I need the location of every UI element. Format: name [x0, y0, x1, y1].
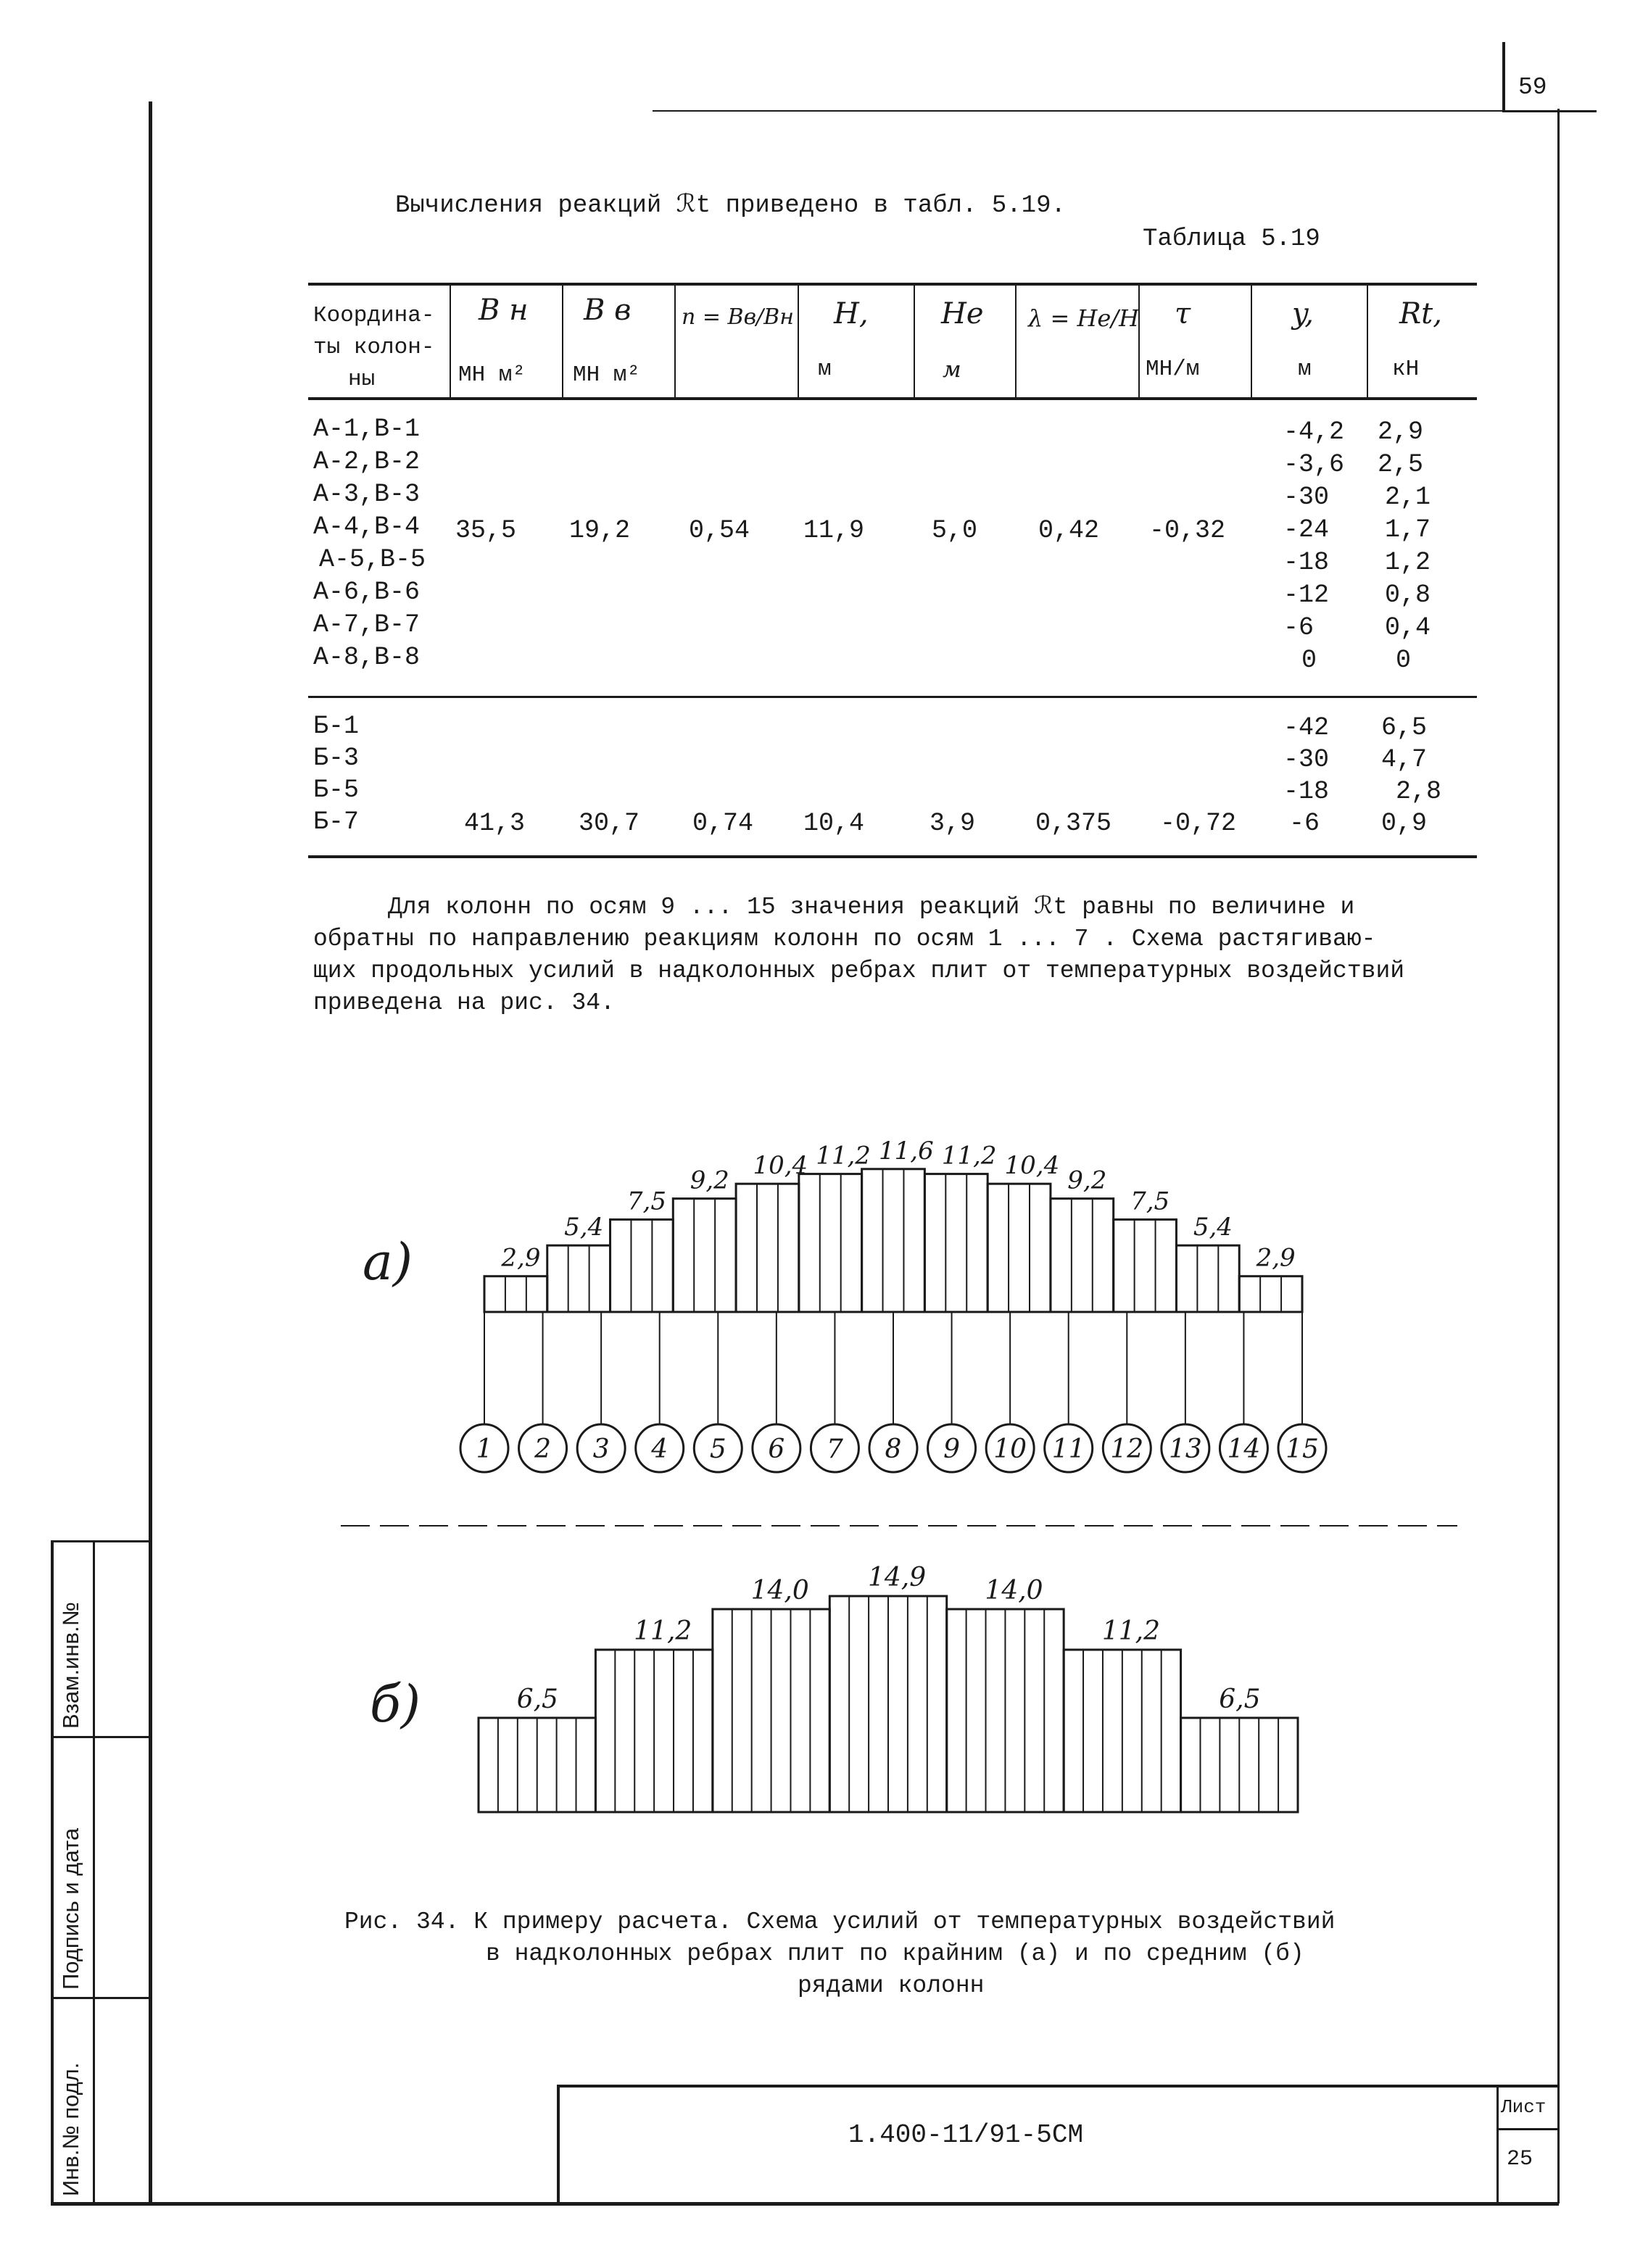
diagram-a-step — [610, 1220, 674, 1313]
header-bn: B н — [479, 294, 529, 327]
table-row-y: -18 — [1283, 777, 1330, 806]
axis-label: 2 — [534, 1434, 552, 1464]
axis-label: 1 — [476, 1434, 493, 1464]
table-row-coord: А-3,В-3 — [313, 480, 421, 509]
sheet-number: 25 — [1507, 2147, 1533, 2172]
paragraph-line-2: обратны по направлению реакциям колонн по осям 1 ... 7 . Схема растягиваю- — [313, 926, 1376, 952]
group2-he: 3,9 — [930, 809, 976, 838]
group1-bn: 35,5 — [455, 516, 517, 545]
header-he: Hе — [941, 297, 984, 331]
diagram-a-value: 10,4 — [1004, 1151, 1060, 1181]
diagram-a-step — [1176, 1245, 1239, 1312]
header-rt-unit: кН — [1392, 357, 1420, 382]
table-row-rt: 2,8 — [1396, 777, 1442, 806]
diagram-a — [460, 1137, 1326, 1472]
header-h-unit: м — [818, 357, 832, 382]
table-row-y: -24 — [1283, 515, 1330, 544]
table-row-y: -6 — [1283, 613, 1315, 642]
axis-label: 8 — [885, 1434, 902, 1464]
table-row-coord: А-2,В-2 — [313, 447, 421, 476]
table-row-rt: 2,9 — [1378, 418, 1424, 446]
diagram-a-step — [1114, 1220, 1177, 1313]
table-row-rt: 1,2 — [1385, 548, 1431, 577]
diagram-a-value: 11,2 — [816, 1141, 871, 1171]
group2-tau: -0,72 — [1160, 809, 1237, 838]
diagram-a-step — [1239, 1276, 1302, 1312]
diagram-a-value: 7,5 — [1130, 1187, 1170, 1216]
diagram-b-value: 14,0 — [985, 1576, 1043, 1606]
diagram-a-value: 9,2 — [1067, 1166, 1107, 1195]
diagram-a-value: 11,2 — [941, 1141, 997, 1171]
header-coord-2: ты колон- — [313, 335, 435, 360]
axis-label: 10 — [993, 1434, 1027, 1464]
header-he-unit: м — [943, 357, 961, 383]
figure-caption-line-2: в надколонных ребрах плит по крайним (а) и по средним (б) — [486, 1940, 1304, 1967]
table-row-coord: А-8,В-8 — [313, 643, 421, 672]
diagram-a-step — [1051, 1199, 1114, 1312]
header-h: H, — [834, 297, 869, 331]
table-row-rt: 1,7 — [1385, 515, 1431, 544]
group1-h: 11,9 — [803, 516, 865, 545]
side-label-signature-date: Подпись и дата — [58, 1828, 83, 1990]
table-row-rt: 2,5 — [1378, 450, 1424, 479]
table-row-rt: 0,4 — [1385, 613, 1431, 642]
group2-bv: 30,7 — [579, 809, 640, 838]
group1-bv: 19,2 — [569, 516, 631, 545]
table-row-coord: Б-1 — [313, 712, 360, 741]
table-row-coord: Б-7 — [313, 807, 360, 836]
table-row-y: -30 — [1283, 483, 1330, 512]
diagram-a-value: 11,6 — [879, 1136, 934, 1166]
diagram-b-label: б) — [370, 1674, 421, 1734]
table-row-y: -18 — [1283, 548, 1330, 577]
paragraph-line-1: Для колонн по осям 9 ... 15 значения реакций ℛt равны по величине и — [388, 894, 1355, 921]
sheet-label: Лист — [1501, 2096, 1547, 2118]
header-coord-1: Координа- — [313, 303, 435, 328]
diagram-a-label: а) — [363, 1232, 413, 1292]
axis-label: 4 — [651, 1434, 668, 1464]
table-caption: Таблица 5.19 — [1143, 225, 1320, 253]
diagram-b-value: 11,2 — [1101, 1616, 1161, 1646]
group1-n: 0,54 — [689, 516, 750, 545]
axis-label: 6 — [768, 1434, 785, 1464]
table-row-y: -12 — [1283, 581, 1330, 610]
axis-label: 9 — [943, 1434, 961, 1464]
diagram-a-value: 5,4 — [564, 1213, 604, 1242]
diagram-b-value: 14,0 — [750, 1576, 809, 1606]
header-coord-3: ны — [348, 367, 376, 392]
diagram-a-step — [736, 1184, 799, 1312]
header-tau-unit: МН/м — [1146, 357, 1200, 382]
table-row-rt: 0 — [1396, 646, 1412, 675]
diagram-a-value: 7,5 — [626, 1187, 667, 1216]
header-tau: τ — [1175, 297, 1191, 331]
table-row-y: -4,2 — [1283, 418, 1345, 446]
diagram-a-value: 2,9 — [1256, 1243, 1296, 1273]
table-row-rt: 0,8 — [1385, 581, 1431, 610]
table-row-y: -42 — [1283, 713, 1330, 742]
axis-label: 3 — [592, 1434, 610, 1464]
diagram-a-step — [484, 1276, 547, 1312]
axis-label: 15 — [1286, 1434, 1319, 1464]
diagram-a-value: 5,4 — [1193, 1213, 1233, 1242]
table-row-y: -6 — [1289, 809, 1320, 838]
side-label-inv-podl: Инв.№ подл. — [58, 2062, 83, 2196]
axis-label: 7 — [826, 1434, 843, 1464]
group2-n: 0,74 — [692, 809, 754, 838]
group1-lambda: 0,42 — [1038, 516, 1100, 545]
paragraph-line-3: щих продольных усилий в надколонных ребрах плит от температурных воздействий — [313, 958, 1405, 984]
diagram-b-value: 6,5 — [1219, 1685, 1261, 1714]
diagram-b-value: 14,9 — [868, 1563, 927, 1592]
diagram-a-step — [799, 1174, 862, 1312]
axis-label: 14 — [1227, 1434, 1261, 1464]
group2-lambda: 0,375 — [1035, 809, 1112, 838]
figure-caption-line-3: рядами колонн — [798, 1972, 985, 1999]
group1-tau: -0,32 — [1149, 516, 1226, 545]
group2-bn: 41,3 — [464, 809, 526, 838]
table-row-rt: 6,5 — [1381, 713, 1428, 742]
table-row-y: 0 — [1301, 646, 1317, 675]
page-number: 59 — [1518, 74, 1547, 101]
axis-label: 5 — [709, 1434, 726, 1464]
table-row-coord: А-7,В-7 — [313, 610, 421, 639]
intro-text: Вычисления реакций ℛt приведено в табл. 5.19. — [395, 192, 1066, 220]
diagram-b-value: 6,5 — [516, 1685, 558, 1714]
diagram-a-value: 9,2 — [690, 1166, 729, 1195]
diagram-a-step — [862, 1169, 925, 1312]
axis-label: 13 — [1168, 1434, 1202, 1464]
diagram-b — [479, 1563, 1298, 1812]
paragraph-line-4: приведена на рис. 34. — [313, 989, 615, 1016]
diagram-a-value: 10,4 — [753, 1151, 808, 1181]
axis-label: 11 — [1051, 1434, 1085, 1464]
side-label-vzam-inv: Взам.инв.№ — [58, 1602, 83, 1729]
diagram-a-step — [673, 1199, 736, 1312]
header-y-unit: м — [1298, 357, 1312, 382]
table-row-coord: А-1,В-1 — [313, 415, 421, 444]
diagram-a-step — [924, 1174, 988, 1312]
table-row-rt: 0,9 — [1381, 809, 1428, 838]
table-row-y: -30 — [1283, 745, 1330, 774]
table-row-rt: 4,7 — [1381, 745, 1428, 774]
header-rt: Rt, — [1399, 297, 1442, 331]
table-row-rt: 2,1 — [1385, 483, 1431, 512]
header-n: n = Bв/Bн — [682, 304, 794, 330]
diagram-a-value: 2,9 — [501, 1243, 541, 1273]
header-bv-unit: МН м² — [573, 362, 641, 388]
figure-caption-line-1: Рис. 34. К примеру расчета. Схема усилий от температурных воздействий — [344, 1908, 1336, 1935]
header-bv: B в — [584, 294, 632, 327]
diagram-a-step — [988, 1184, 1051, 1312]
header-y: y, — [1292, 297, 1314, 331]
diagram-b-value: 11,2 — [634, 1616, 692, 1646]
axis-label: 12 — [1110, 1434, 1144, 1464]
header-bn-unit: МН м² — [458, 362, 526, 388]
table-row-coord: Б-3 — [313, 744, 360, 773]
document-code: 1.400-11/91-5СМ — [848, 2120, 1084, 2150]
table-row-coord: А-5,В-5 — [319, 545, 426, 574]
group1-he: 5,0 — [932, 516, 978, 545]
header-lambda: λ = Hе/H — [1028, 304, 1139, 332]
table-row-y: -3,6 — [1283, 450, 1345, 479]
group2-h: 10,4 — [803, 809, 865, 838]
table-row-coord: Б-5 — [313, 776, 360, 805]
table-row-coord: А-6,В-6 — [313, 578, 421, 607]
table-row-coord: А-4,В-4 — [313, 512, 421, 541]
diagram-a-step — [547, 1245, 610, 1312]
